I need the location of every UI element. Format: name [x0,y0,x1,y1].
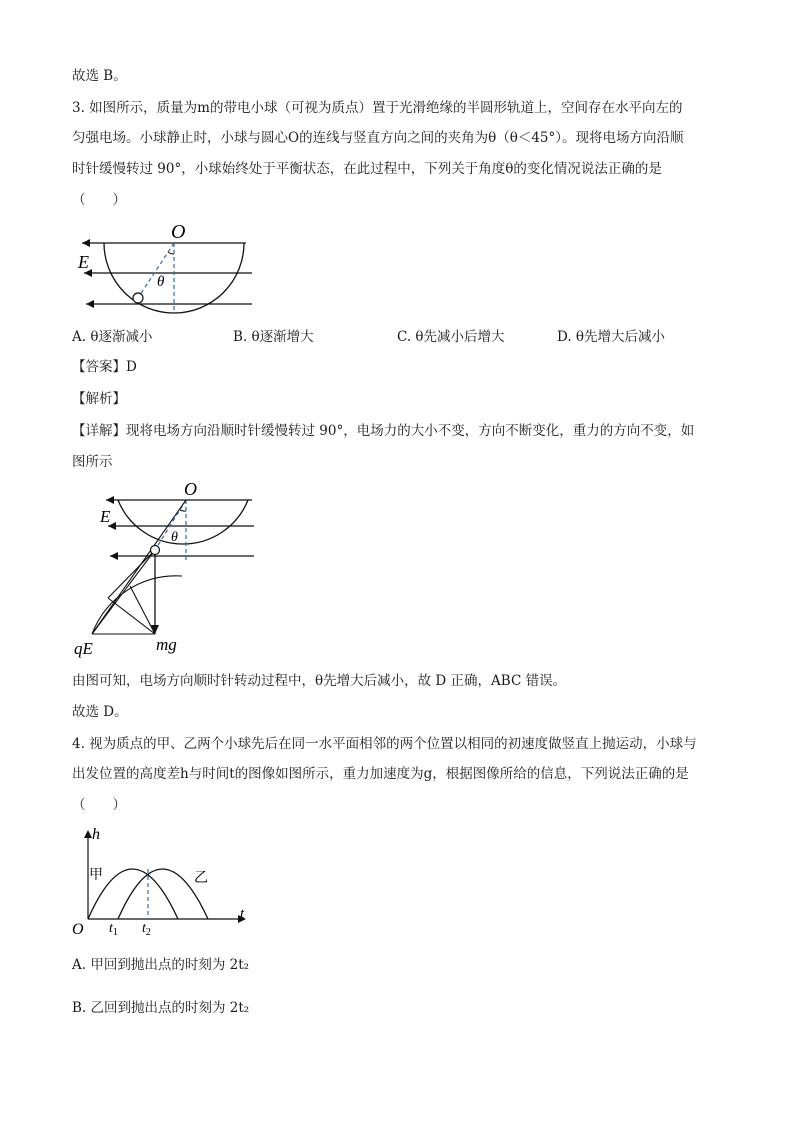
q3-fig2-label-O: O [184,479,197,499]
q3-answer: 【答案】D [72,359,137,375]
q3-fig2-label-mg: mg [156,635,177,654]
q4-option-b: B. 乙回到抛出点的时刻为 2t₂ [72,1000,250,1016]
q3-fig2-label-qE: qE [74,639,93,658]
previous-answer: 故选 B。 [72,68,127,84]
q3-label-theta: θ [157,274,165,290]
q3-detail-line-1: 【详解】现将电场方向沿顺时针缓慢转过 90°，电场力的大小不变，方向不断变化，重力的方向不变，如 [72,423,695,439]
q3-analysis-title: 【解析】 [72,391,126,407]
q4-stem-line-1: 4. 视为质点的甲、乙两个小球先后在同一水平面相邻的两个位置以相同的初速度做竖直上抛运动，小球与 [72,736,697,752]
q3-final-answer: 故选 D。 [72,704,128,720]
q3-force-diagram [72,478,272,663]
q3-option-d: D. θ先增大后减小 [557,329,666,345]
q3-detail-line-2: 图所示 [72,454,113,470]
q4-label-h: h [92,826,100,843]
q3-figure-semicircle-track [76,220,256,320]
q3-label-O: O [171,221,186,243]
q4-height-time-graph [70,826,260,938]
q3-stem-line-3: 时针缓慢转过 90°，小球始终处于平衡状态，在此过程中，下列关于角度θ的变化情况说法正确的是 [72,161,662,177]
q4-label-yi: 乙 [194,871,208,886]
q4-option-a: A. 甲回到抛出点的时刻为 2t₂ [72,957,250,973]
q4-label-t2: $t_2$ [142,921,151,938]
q4-answer-paren: （ ） [72,797,126,813]
q4-label-t1: $t_1$ [109,921,118,938]
q4-stem-line-2: 出发位置的高度差h与时间t的图像如图所示，重力加速度为g，根据图像所给的信息，下列说法正确的是 [72,766,689,782]
q3-conclusion: 由图可知，电场方向顺时针转动过程中，θ先增大后减小，故 D 正确，ABC 错误。 [72,673,567,689]
q3-fig2-label-E: E [100,507,111,526]
q4-label-jia: 甲 [89,868,103,883]
q3-option-c: C. θ先减小后增大 [397,329,505,345]
q3-stem-line-2: 匀强电场。小球静止时，小球与圆心O的连线与竖直方向之间的夹角为θ（θ＜45°）。现将电场方向沿顺 [72,130,684,146]
q3-option-a: A. θ逐渐减小 [72,329,153,345]
q3-option-b: B. θ逐渐增大 [233,329,314,345]
q4-label-O: O [72,921,84,938]
q3-answer-paren: （ ） [72,192,126,208]
q3-stem-line-1: 3. 如图所示，质量为m的带电小球（可视为质点）置于光滑绝缘的半圆形轨道上，空间存在水平向左的 [72,100,683,116]
q4-label-t: t [240,906,245,922]
q3-fig2-label-theta: θ [171,530,178,545]
q3-label-E: E [78,252,89,272]
